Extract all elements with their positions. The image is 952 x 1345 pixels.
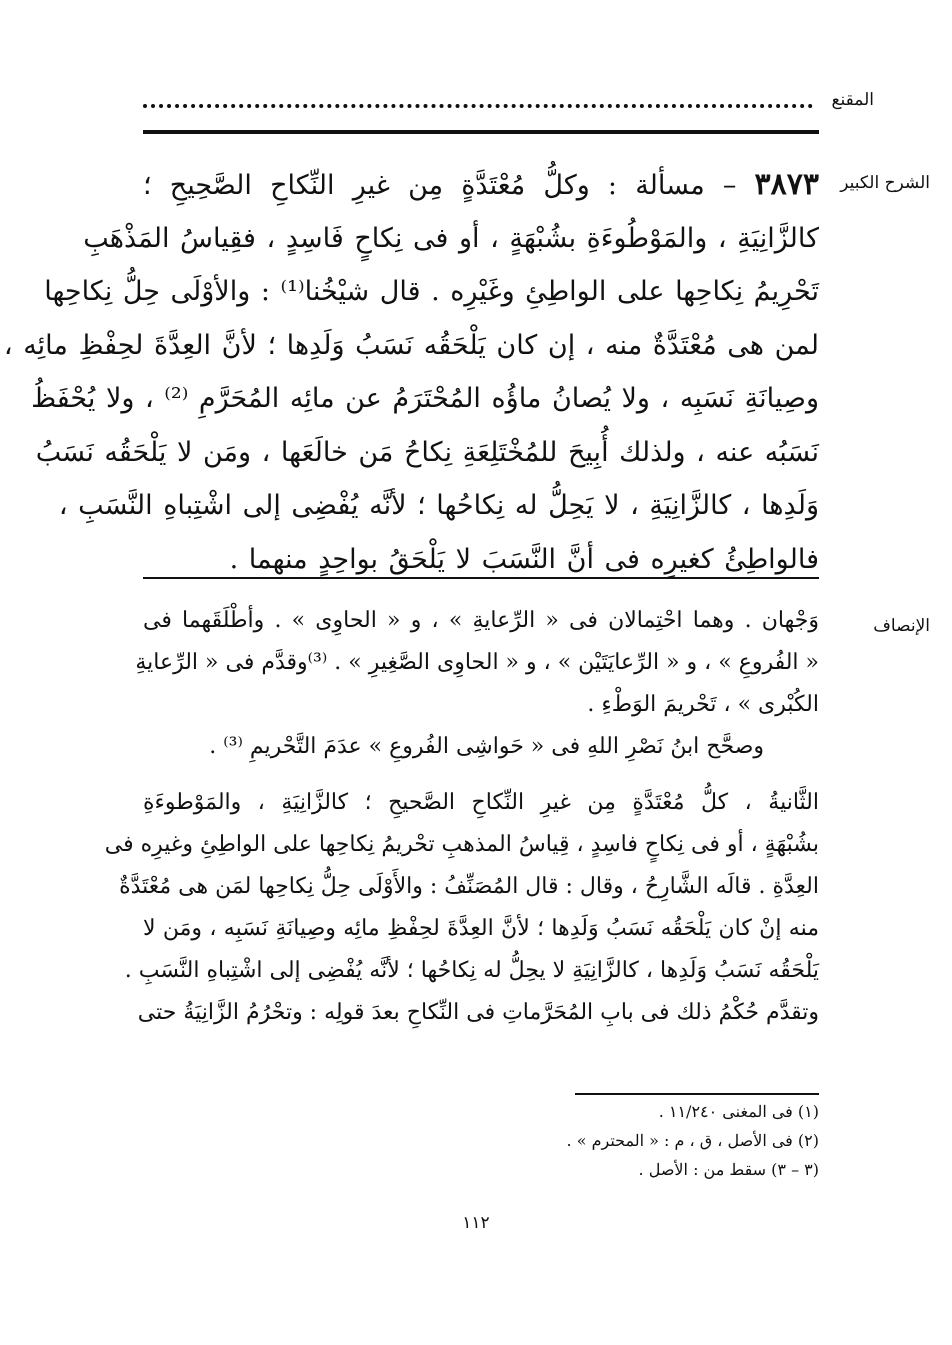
header-dotted-rule xyxy=(143,92,813,108)
insaf-line: بشُبْهَةٍ ، أو فى نِكاحٍ فاسِدٍ ، قِياسُ المذهبِ تحْريمُ نِكاحِها على الواطِئِ وغيرِه فى xyxy=(104,832,819,857)
sharh-line: لمن هى مُعْتَدَّةٌ منه ، إن كان يَلْحَقُه نَسَبُ وَلَدِها ؛ لأنَّ العِدَّةَ لحِفْظِ مائِه ، xyxy=(3,329,819,361)
sharh-line: ٣٨٧٣ – مسألة : وكلُّ مُعْتَدَّةٍ مِن غيرِ النِّكاحِ الصَّحِيحِ ؛ xyxy=(143,167,819,202)
insaf-line: وصحَّح ابنُ نَصْرِ اللهِ فى « حَواشِى الفُروعِ » عدَمَ التَّحْريمِ ⁽³⁾ . xyxy=(209,734,764,759)
footnote: (٣ – ٣) سقط من : الأصل . xyxy=(638,1160,819,1179)
footnote-rule xyxy=(575,1093,819,1095)
insaf-line: العِدَّةِ . قالَه الشَّارِحُ ، وقال : قال المُصَنِّفُ : والأَوْلَى حِلُّ نِكاحِها لمَن هى مُعْتَدَّةٌ xyxy=(119,874,819,899)
insaf-line: الثَّانيةُ ، كلُّ مُعْتَدَّةٍ مِن غيرِ النِّكاحِ الصَّحيحِ ؛ كالزَّانِيَةِ ، والمَوْطوءَةِ xyxy=(143,790,819,815)
side-label-sharh: الشرح الكبير xyxy=(840,173,930,193)
sharh-line: فالواطِئُ كغيرِه فى أنَّ النَّسَبَ لا يَلْحَقُ بواحِدٍ منهما . xyxy=(229,543,819,575)
footnote: (١) فى المغنى ١١/٢٤٠ . xyxy=(658,1102,819,1121)
insaf-line: وتقدَّم حُكْمُ ذلك فى بابِ المُحَرَّماتِ فى النِّكاحِ بعدَ قولِه : وتحْرُمُ الزَّانِيَةُ حتى xyxy=(137,1000,819,1025)
footnote: (٢) فى الأصل ، ق ، م : « المحترم » . xyxy=(566,1131,819,1150)
sharh-line: وَلَدِها ، كالزَّانِيَةِ ، لا يَحِلُّ له نِكاحُها ؛ لأنَّه يُفْضِى إلى اشْتِباهِ النَّسَبِ ، xyxy=(58,490,819,521)
sharh-line: كالزَّانِيَةِ ، والمَوْطُوءَةِ بشُبْهَةٍ ، أو فى نِكاحٍ فَاسِدٍ ، فقِياسُ المَذْهَبِ xyxy=(83,222,819,254)
issue-number: ٣٨٧٣ xyxy=(754,167,819,202)
sharh-text-block xyxy=(3,158,819,575)
insaf-line: الكُبْرى » ، تَحْريمَ الوَطْءِ . xyxy=(587,692,819,717)
side-label-insaf: الإنصاف xyxy=(873,616,930,636)
sharh-line: نَسَبُه عنه ، ولذلك أُبِيحَ للمُخْتَلِعَةِ نِكاحُ مَن خالَعَها ، ومَن لا يَلْحَقُه نَسَبُ xyxy=(35,436,819,468)
page-number: ١١٢ xyxy=(462,1213,490,1233)
insaf-line: « الفُروعِ » ، و « الرِّعايَتَيْن » ، و « الحاوِى الصَّغِيرِ » . ⁽³⁾وقدَّم فى « الرِّعايةِ xyxy=(135,650,819,675)
section-divider xyxy=(143,577,819,579)
paragraph-gap xyxy=(143,768,819,782)
sharh-line: تَحْرِيمُ نِكاحِها على الواطِئِ وغَيْرِه . قال شيْخُنا⁽¹⁾ : والأوْلَى حِلُّ نِكاحِها xyxy=(44,276,819,307)
footnotes xyxy=(419,1097,819,1184)
sharh-line: وصِيانَةِ نَسَبِه ، ولا يُصانُ ماؤُه المُحْتَرَمُ عن مائِه المُحَرَّمِ ⁽²⁾ ، ولا يُحْفَظُ xyxy=(31,383,819,414)
header-rule xyxy=(143,130,819,134)
insaf-text-block xyxy=(104,600,819,1034)
insaf-line: منه إنْ كان يَلْحَقُه نَسَبُ وَلَدِها ؛ لأنَّ العِدَّةَ لحِفْظِ مائِه وصِيانَةِ نَسَبِه ، ومَن لا xyxy=(143,916,819,941)
insaf-line: يَلْحَقُه نَسَبُ وَلَدِها ، كالزَّانِيَةِ لا يحِلُّ له نِكاحُها ؛ لأنَّه يُفْضِى إلى اشْتِباهِ النَّسَبِ . xyxy=(124,958,819,983)
insaf-line: وَجْهان . وهما احْتِمالان فى « الرِّعايةِ » ، و « الحاوِى » . وأطْلَقَهما فى xyxy=(143,608,819,633)
running-title: المقنع xyxy=(831,90,874,110)
